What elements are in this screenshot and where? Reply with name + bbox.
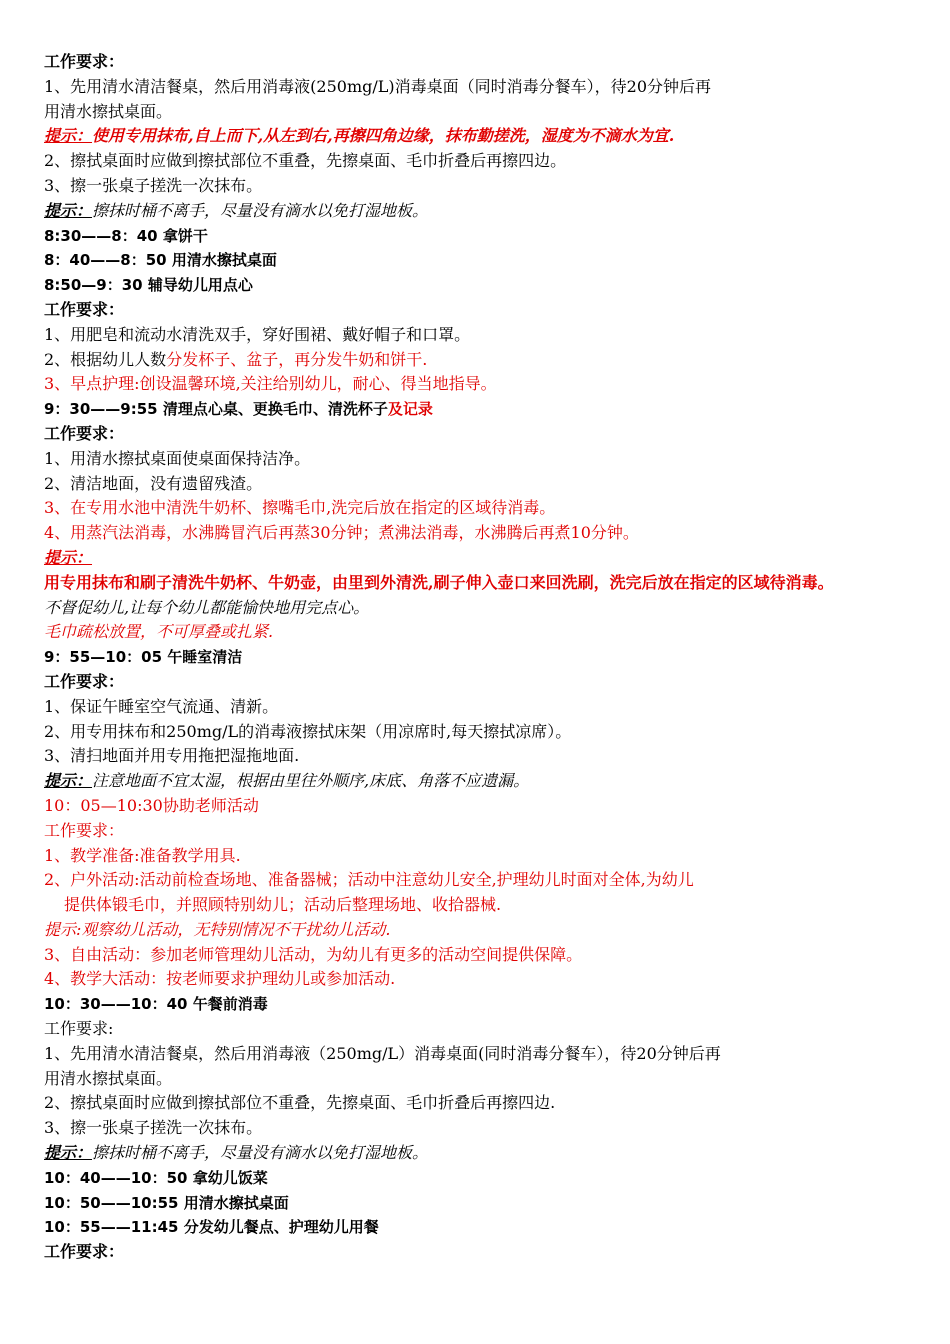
requirement-item: 2、清洁地面，没有遗留残渣。 <box>44 473 263 493</box>
requirement-item-continued: 用清水擦拭桌面。 <box>44 1068 173 1088</box>
note-line: 不督促幼儿,让每个幼儿都能愉快地用完点心。 <box>44 597 370 617</box>
requirement-item-continued: 用清水擦拭桌面。 <box>44 101 173 121</box>
time-slot-heading: 8:50—9：30 辅导幼儿用点心 <box>44 276 253 295</box>
section-heading: 工作要求： <box>44 299 125 319</box>
tip-line <box>44 769 904 794</box>
requirement-item: 3、擦一张桌子搓洗一次抹布。 <box>44 1118 263 1138</box>
time-slot-heading: 10：40——10：50 拿幼儿饭菜 <box>44 1168 268 1187</box>
tip-line <box>44 1141 904 1166</box>
section-heading: 工作要求： <box>44 1242 125 1262</box>
requirement-item: 2、擦拭桌面时应做到擦拭部位不重叠，先擦桌面、毛巾折叠后再擦四边。 <box>44 151 567 171</box>
time-slot-heading: 8：40——8：50 用清水擦拭桌面 <box>44 251 277 270</box>
requirement-item: 1、用肥皂和流动水清洗双手，穿好围裙、戴好帽子和口罩。 <box>44 324 471 344</box>
requirement-item: 1、保证午睡室空气流通、清新。 <box>44 696 279 716</box>
requirement-item: 3、擦一张桌子搓洗一次抹布。 <box>44 175 263 195</box>
requirement-item: 2、用专用抹布和250mg/L的消毒液擦拭床架（用凉席时,每天擦拭凉席）。 <box>44 721 572 741</box>
requirement-highlight: 分发杯子、盆子，再分发牛奶和饼干. <box>166 349 428 369</box>
requirement-item: 1、先用清水清洁餐桌，然后用消毒液(250mg/L)消毒桌面（同时消毒分餐车），待20分钟后再 <box>44 76 711 96</box>
requirement-item: 1、先用清水清洁餐桌，然后用消毒液（250mg/L）消毒桌面(同时消毒分餐车），待20分钟后再 <box>44 1043 721 1063</box>
tip-text: 擦抹时桶不离手，尽量没有滴水以免打湿地板。 <box>92 1143 429 1163</box>
time-slot-heading <box>44 397 904 422</box>
time-slot-heading: 10：50——10:55 用清水擦拭桌面 <box>44 1193 289 1212</box>
requirement-item <box>44 348 904 373</box>
tip-label: 提示： <box>44 1143 93 1163</box>
requirement-item: 1、用清水擦拭桌面使桌面保持洁净。 <box>44 448 311 468</box>
section-heading: 工作要求： <box>44 52 125 71</box>
requirement-item-continued: 提供体锻毛巾，并照顾特别幼儿；活动后整理场地、收拾器械. <box>64 895 502 915</box>
heading-highlight: 及记录 <box>387 400 433 419</box>
tip-label: 提示： <box>44 126 93 146</box>
tip-line <box>44 199 904 224</box>
section-heading: 工作要求： <box>44 820 125 840</box>
time-slot-heading: 10：55——11:45 分发幼儿餐点、护理幼儿用餐 <box>44 1218 379 1237</box>
time-slot-heading: 8:30——8：40 拿饼干 <box>44 226 208 245</box>
requirement-item: 4、用蒸汽法消毒，水沸腾冒汽后再蒸30分钟；煮沸法消毒，水沸腾后再煮10分钟。 <box>44 523 639 543</box>
requirement-item: 4、教学大活动：按老师要求护理幼儿或参加活动. <box>44 969 396 989</box>
tip-label: 提示： <box>44 771 93 791</box>
section-heading: 工作要求： <box>44 423 125 443</box>
tip-line <box>44 124 904 149</box>
requirement-text: 2、根据幼儿人数 <box>44 349 167 369</box>
requirement-item: 2、户外活动:活动前检查场地、准备器械；活动中注意幼儿安全,护理幼儿时面对全体,为幼儿 <box>44 870 694 890</box>
requirement-item: 2、擦拭桌面时应做到擦拭部位不重叠，先擦桌面、毛巾折叠后再擦四边. <box>44 1093 556 1113</box>
tip-text: 注意地面不宜太湿，根据由里往外顺序,床底、角落不应遗漏。 <box>92 771 530 791</box>
tip-text: 用专用抹布和刷子清洗牛奶杯、牛奶壶，由里到外清洗,刷子伸入壶口来回洗刷，洗完后放在指定的区域待消毒。 <box>44 572 834 592</box>
time-slot-heading: 10：30——10：40 午餐前消毒 <box>44 995 268 1014</box>
requirement-item: 1、教学准备:准备教学用具. <box>44 845 241 865</box>
time-slot-heading: 10：05—10:30协助老师活动 <box>44 795 259 815</box>
section-heading: 工作要求: <box>44 1019 114 1039</box>
time-slot-heading: 9：55—10：05 午睡室清洁 <box>44 648 243 667</box>
tip-text: 使用专用抹布,自上而下,从左到右,再擦四角边缘，抹布勤搓洗，湿度为不滴水为宜. <box>92 126 675 146</box>
requirement-item: 3、自由活动：参加老师管理幼儿活动，为幼儿有更多的活动空间提供保障。 <box>44 944 583 964</box>
document-page <box>44 50 904 1265</box>
note-line: 毛巾疏松放置，不可厚叠或扎紧. <box>44 622 274 642</box>
requirement-item: 3、清扫地面并用专用拖把湿拖地面. <box>44 746 300 766</box>
section-heading: 工作要求： <box>44 671 125 691</box>
tip-label: 提示： <box>44 547 93 567</box>
tip-text: 擦抹时桶不离手，尽量没有滴水以免打湿地板。 <box>92 200 429 220</box>
requirement-item: 3、早点护理:创设温馨环境,关注给别幼儿，耐心、得当地指导。 <box>44 374 497 394</box>
tip-label: 提示： <box>44 200 93 220</box>
requirement-item: 3、在专用水池中清洗牛奶杯、擦嘴毛巾,洗完后放在指定的区域待消毒。 <box>44 498 556 518</box>
tip-line: 提示:观察幼儿活动，无特别情况不干扰幼儿活动. <box>44 919 391 939</box>
heading-text: 9：30——9:55 清理点心桌、更换毛巾、清洗杯子 <box>44 400 388 419</box>
